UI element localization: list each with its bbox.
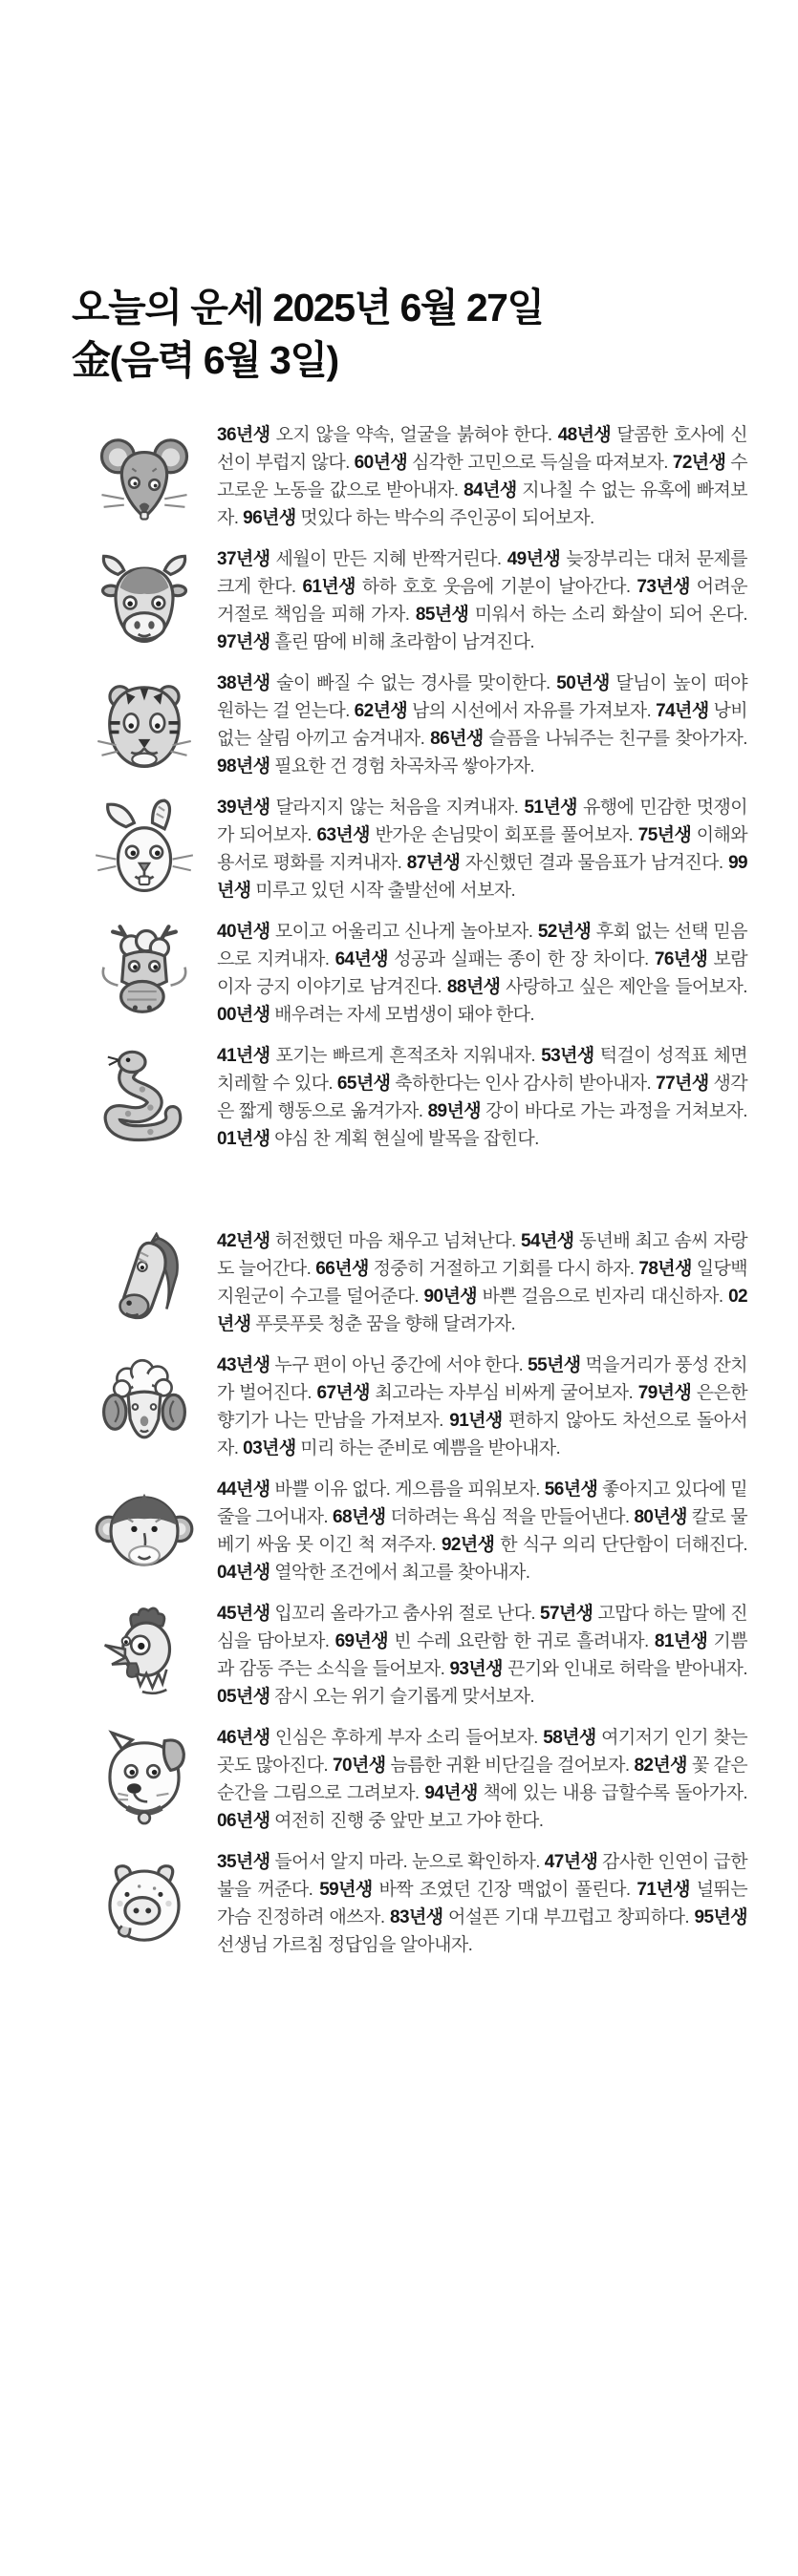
section-ox xyxy=(72,545,747,656)
monkey-icon xyxy=(72,1480,217,1582)
section-rooster xyxy=(72,1600,747,1711)
rooster-icon xyxy=(72,1605,217,1706)
section-dragon xyxy=(72,918,747,1029)
section-rabbit xyxy=(72,794,747,905)
dog-icon xyxy=(72,1729,217,1830)
fortune-text-monkey: 44년생 바쁠 이유 없다. 게으름을 피워보자. 56년생 좋아지고 있다에 밑줄을 그어내자. 68년생 더하려는 욕심 적을 만들어낸다. 80년생 칼로 물 베기 싸움 못 이긴 척 져주자. 92년생 한 식구 의리 단단함이 더해진다. 04년생 열악한 조건에서 최고를 찾아내자. xyxy=(217,1479,747,1583)
fortune-text-ox: 37년생 세월이 만든 지혜 반짝거린다. 49년생 늦장부리는 대처 문제를 크게 한다. 61년생 하하 호호 웃음에 기분이 날아간다. 73년생 어려운 거절로 책임을 피해 가자. 85년생 미워서 하는 소리 화살이 되어 온다. 97년생 흘린 땀에 비해 초라함이 남겨진다. xyxy=(217,548,748,652)
ox-icon xyxy=(72,550,217,651)
section-horse xyxy=(72,1227,747,1338)
fortune-text-pig: 35년생 들어서 알지 마라. 눈으로 확인하자. 47년생 감사한 인연이 급한 불을 꺼준다. 59년생 바짝 조였던 긴장 맥없이 풀린다. 71년생 널뛰는 가슴 진정하려 애쓰자. 83년생 어설픈 기대 부끄럽고 창피하다. 95년생 선생님 가르침 정답임을 알아내자. xyxy=(217,1851,747,1955)
fortune-text-rooster: 45년생 입꼬리 올라가고 춤사위 절로 난다. 57년생 고맙다 하는 말에 진심을 담아보자. 69년생 빈 수레 요란함 한 귀로 흘려내자. 81년생 기쁨과 감동 주는 소식을 들어보자. 93년생 끈기와 인내로 허락을 받아내자. 05년생 잠시 오는 위기 슬기롭게 맞서보자. xyxy=(217,1603,748,1707)
fortune-text-dog: 46년생 인심은 후하게 부자 소리 들어보자. 58년생 여기저기 인기 찾는 곳도 많아진다. 70년생 늠름한 귀환 비단길을 걸어보자. 82년생 꽃 같은 순간을 그림으로 그려보자. 94년생 책에 있는 내용 급할수록 돌아가자. 06년생 여전히 진행 중 앞만 보고 가야 한다. xyxy=(217,1727,747,1831)
pig-icon xyxy=(72,1853,217,1954)
fortune-text-rat: 36년생 오지 않을 약속, 얼굴을 붉혀야 한다. 48년생 달콤한 호사에 신선이 부럽지 않다. 60년생 심각한 고민으로 득실을 따져보자. 72년생 수고로운 노동을 값으로 받아내자. 84년생 지나칠 수 없는 유혹에 빠져보자. 96년생 멋있다 하는 박수의 주인공이 되어보자. xyxy=(217,424,747,528)
fortune-text-tiger: 38년생 술이 빠질 수 없는 경사를 맞이한다. 50년생 달님이 높이 떠야 원하는 걸 얻는다. 62년생 남의 시선에서 자유를 가져보자. 74년생 낭비 없는 살림 아끼고 숨겨내자. 86년생 슬픔을 나눠주는 친구를 찾아가자. 98년생 필요한 건 경험 차곡차곡 쌓아가자. xyxy=(217,672,747,777)
section-sheep xyxy=(72,1352,747,1462)
fortune-text-horse: 42년생 허전했던 마음 채우고 넘쳐난다. 54년생 동년배 최고 솜씨 자랑도 늘어간다. 66년생 정중히 거절하고 기회를 다시 하자. 78년생 일당백 지원군이 수고를 덜어준다. 90년생 바쁜 걸음으로 빈자리 대신하자. 02년생 푸릇푸릇 청춘 꿈을 향해 달려가자. xyxy=(217,1230,747,1334)
title-line2: 金(음력 6월 3일) xyxy=(72,337,338,382)
section-monkey xyxy=(72,1476,747,1586)
rat-icon xyxy=(72,426,217,527)
fortune-text-snake: 41년생 포기는 빠르게 흔적조차 지워내자. 53년생 턱걸이 성적표 체면치레할 수 있다. 65년생 축하한다는 인사 감사히 받아내자. 77년생 생각은 짧게 행동으로 옮겨가자. 89년생 강이 바다로 가는 과정을 거쳐보자. 01년생 야심 찬 계획 현실에 발목을 잡힌다. xyxy=(217,1045,747,1149)
snake-icon xyxy=(72,1047,217,1148)
section-snake xyxy=(72,1042,747,1153)
section-dog xyxy=(72,1724,747,1835)
fortune-text-dragon: 40년생 모이고 어울리고 신나게 놀아보자. 52년생 후회 없는 선택 믿음으로 지켜내자. 64년생 성공과 실패는 종이 한 장 차이다. 76년생 보람이자 긍지 이야기로 남겨진다. 88년생 사랑하고 싶은 제안을 들어보자. 00년생 배우려는 자세 모범생이 돼야 한다. xyxy=(217,921,748,1025)
dragon-icon xyxy=(72,923,217,1024)
section-pig xyxy=(72,1848,747,1959)
sheep-icon xyxy=(72,1356,217,1458)
horse-icon xyxy=(72,1232,217,1333)
tiger-icon xyxy=(72,674,217,776)
section-rat xyxy=(72,421,747,532)
fortune-text-rabbit: 39년생 달라지지 않는 처음을 지켜내자. 51년생 유행에 민감한 멋쟁이가 되어보자. 63년생 반가운 손님맞이 회포를 풀어보자. 75년생 이해와 용서로 평화를 지켜내자. 87년생 자신했던 결과 물음표가 남겨진다. 99년생 미루고 있던 시작 출발선에 서보자. xyxy=(217,797,747,901)
section-tiger xyxy=(72,670,747,780)
title-line1: 오늘의 운세 2025년 6월 27일 xyxy=(72,286,544,330)
page-title xyxy=(72,282,747,387)
fortune-text-sheep: 43년생 누구 편이 아닌 중간에 서야 한다. 55년생 먹을거리가 풍성 잔치가 벌어진다. 67년생 최고라는 자부심 비싸게 굴어보자. 79년생 은은한 향기가 나는 만남을 가져보자. 91년생 편하지 않아도 차선으로 돌아서자. 03년생 미리 하는 준비로 예쁨을 받아내자. xyxy=(217,1354,747,1458)
rabbit-icon xyxy=(72,798,217,900)
